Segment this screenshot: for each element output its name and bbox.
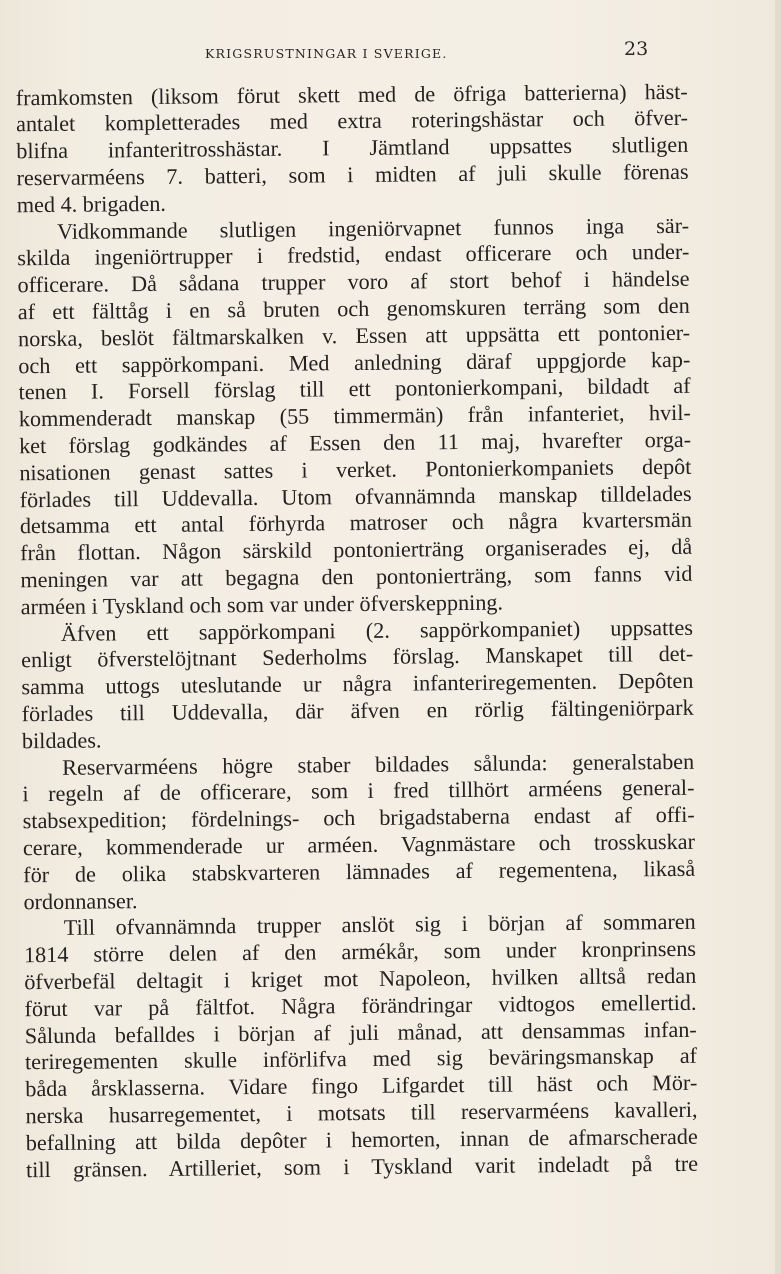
text-line: befallning att bilda depôter i hemorten, innan de afmarscherade	[25, 1123, 698, 1156]
text-line: antalet kompletterades med extra roteringshästar och öfver-	[15, 104, 689, 137]
text-line: stabsexpedition; fördelnings- och brigadstaberna endast af offi-	[22, 801, 695, 834]
text-line: med 4. brigaden.	[16, 190, 167, 218]
text-line: af ett fälttåg i en så bruten och genomskuren terräng som den	[17, 292, 690, 325]
text-line: skilda ingeniörtrupper i fredstid, endast officerare och under-	[17, 238, 690, 271]
text-line: förut var på fältfot. Några förändringar vidtogos emellertid.	[24, 989, 697, 1022]
text-line: norska, beslöt fältmarskalken v. Essen att uppsätta ett pontonier-	[17, 319, 691, 352]
text-line: reservarméens 7. batteri, som i midten af juli skulle förenas	[16, 158, 689, 191]
text-line: Sålunda befalldes i början af juli månad, att densammas infan-	[24, 1016, 697, 1049]
text-line: Till ofvannämnda trupper anslöt sig i början af sommaren	[63, 908, 696, 940]
text-line: teriregementen skulle införlifva med sig beväringsmanskap af	[24, 1042, 698, 1075]
text-line: från flottan. Någon särskild pontonierträng organiserades ej, då	[20, 533, 693, 566]
running-head: KRIGSRUSTNINGAR I SVERIGE.	[205, 46, 448, 61]
text-line: meningen var att begagna den pontonierträng, som fanns vid	[20, 560, 693, 593]
text-line: Vidkommande slutligen ingeniörvapnet funnos inga sär-	[56, 212, 690, 244]
text-line: Reservarméens högre staber bildades sålunda: generalstaben	[62, 748, 695, 780]
text-line: cerare, kommenderade ur arméen. Vagnmästare och trosskuskar	[22, 828, 696, 861]
text-line: enligt öfverstelöjtnant Sederholms förslag. Manskapet till det-	[21, 640, 694, 673]
text-line: i regeln af de officerare, som i fred tillhört arméens general-	[22, 774, 695, 807]
text-line: framkomsten (liksom förut skett med de öfriga batterierna) häst-	[15, 78, 688, 111]
text-line: samma uttogs uteslutande ur några infanteriregementen. Depôten	[21, 667, 694, 700]
text-line: kommenderadt manskap (55 timmermän) från infanteriet, hvil-	[18, 399, 691, 432]
text-line: blifna infanteritrosshästar. I Jämtland uppsattes slutligen	[16, 131, 689, 164]
text-line: nisationen genast sattes i verket. Pontonierkompaniets depôt	[19, 453, 692, 486]
text-line: öfverbefäl deltagit i kriget mot Napoleon, hvilken alltså redan	[24, 962, 697, 995]
text-line: båda årsklasserna. Vidare fingo Lifgardet till häst och Mör-	[25, 1069, 698, 1102]
text-line: nerska husarregementet, i motsats till reservarméens kavalleri,	[25, 1096, 698, 1129]
text-line: officerare. Då sådana trupper voro af stort behof i händelse	[17, 265, 690, 298]
text-line: ordonnanser.	[23, 888, 138, 915]
text-line: 1814 större delen af den armékår, som under kronprinsens	[23, 935, 697, 968]
text-line: arméen i Tyskland och som var under öfverskeppning.	[20, 589, 504, 620]
text-line: bildades.	[21, 727, 102, 754]
text-line: tenen I. Forsell förslag till ett pontonierkompani, bildadt af	[18, 372, 691, 405]
text-line: förlades till Uddevalla, där äfven en rörlig fältingeniörpark	[21, 694, 694, 727]
page-number: 23	[624, 38, 649, 60]
text-line: detsamma ett antal förhyrda matroser och några kvartersmän	[19, 506, 692, 539]
text-line: ket förslag godkändes af Essen den 11 maj, hvarefter orga-	[18, 426, 692, 459]
text-line: Äfven ett sappörkompani (2. sappörkompaniet) uppsattes	[60, 614, 694, 646]
text-line: förlades till Uddevalla. Utom ofvannämnda manskap tilldelades	[19, 480, 692, 513]
text-line: och ett sappörkompani. Med anledning däraf uppgjorde kap-	[18, 346, 691, 379]
text-line: till gränsen. Artilleriet, som i Tyskland varit indeladt på tre	[25, 1150, 699, 1183]
text-line: för de olika stabskvarteren lämnades af regementena, likaså	[23, 855, 696, 888]
